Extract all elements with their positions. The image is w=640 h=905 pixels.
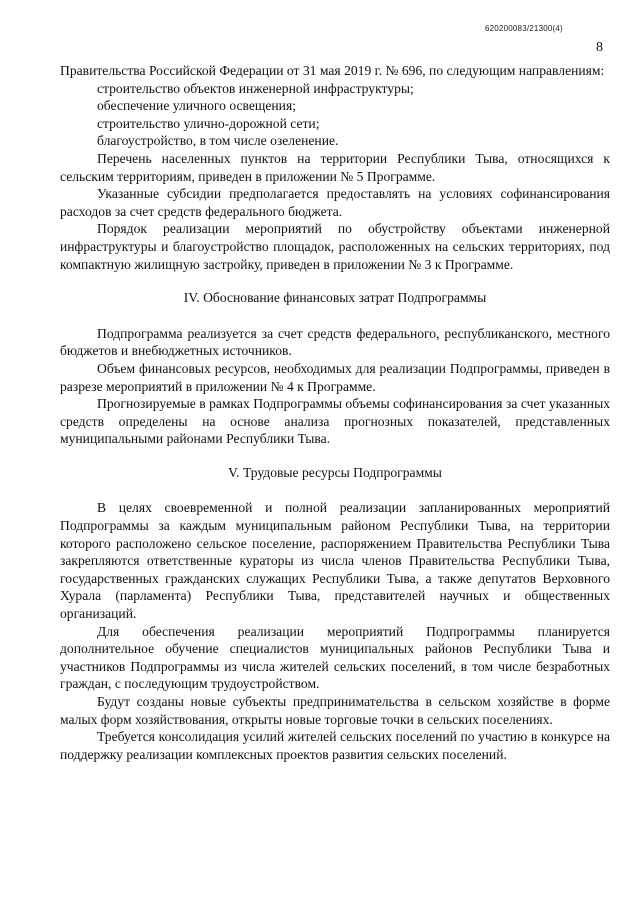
paragraph: Подпрограмма реализуется за счет средств федерального, республиканского, местного бюджетов и внебюджетных источников. [60, 325, 610, 359]
section-5-heading: V. Трудовые ресурсы Подпрограммы [228, 464, 442, 480]
list-item: благоустройство, в том числе озеленение. [97, 133, 339, 149]
list-item: обеспечение уличного освещения; [97, 98, 296, 114]
paragraph: В целях своевременной и полной реализации запланированных мероприятий Подпрограммы за каждым муниципальным районом Республики Тыва, на территории которого расположено сельское поселение, распоряжением Правительства Республики Тыва закрепляются ответственные кураторы из числа членов Правительства Республики Тыва, государственных гражданских служащих Республики Тыва, а также депутатов Верховного Хурала (парламента) Республики Тыва, представителей научных и общественных организаций. [60, 500, 610, 622]
list-item: строительство улично-дорожной сети; [97, 115, 320, 131]
paragraph: Требуется консолидация усилий жителей сельских поселений по участию в конкурсе на поддержку реализации комплексных проектов развития сельских поселений. [60, 729, 610, 762]
paragraph: Объем финансовых ресурсов, необходимых для реализации Подпрограммы, приведен в разрезе мероприятий в приложении № 4 к Программе. [60, 360, 610, 394]
document-body [60, 62, 610, 763]
section-4-heading: IV. Обоснование финансовых затрат Подпрограммы [183, 290, 487, 306]
document-id: 620200083/21300(4) [485, 24, 563, 33]
paragraph: Перечень населенных пунктов на территории Республики Тыва, относящихся к сельским территориям, приведен в приложении № 5 Программе. [60, 150, 610, 184]
list-item: строительство объектов инженерной инфраструктуры; [97, 80, 414, 96]
paragraph: Указанные субсидии предполагается предоставлять на условиях софинансирования расходов за счет средств федерального бюджета. [60, 186, 610, 219]
intro-lead: Правительства Российской Федерации от 31 мая 2019 г. № 696, по следующим направлениям: [60, 63, 605, 78]
paragraph: Для обеспечения реализации мероприятий Подпрограммы планируется дополнительное обучение специалистов муниципальных районов Республики Тыва и участников Подпрограммы из числа жителей сельских поселений, в том числе безработных граждан, с последующим трудоустройством. [60, 623, 610, 692]
paragraph: Будут созданы новые субъекты предпринимательства в сельском хозяйстве в форме малых форм хозяйствования, открыты новые торговые точки в сельских поселениях. [60, 694, 610, 727]
page-number: 8 [596, 40, 603, 55]
paragraph: Прогнозируемые в рамках Подпрограммы объемы софинансирования за счет указанных средств определены на основе анализа прогнозных показателей, представленных муниципальными районами Республики Тыва. [60, 396, 610, 447]
paragraph: Порядок реализации мероприятий по обустройству объектами инженерной инфраструктуры и благоустройство площадок, расположенных на сельских территориях, под компактную жилищную застройку, приведен в приложении № 3 к Программе. [60, 221, 610, 272]
